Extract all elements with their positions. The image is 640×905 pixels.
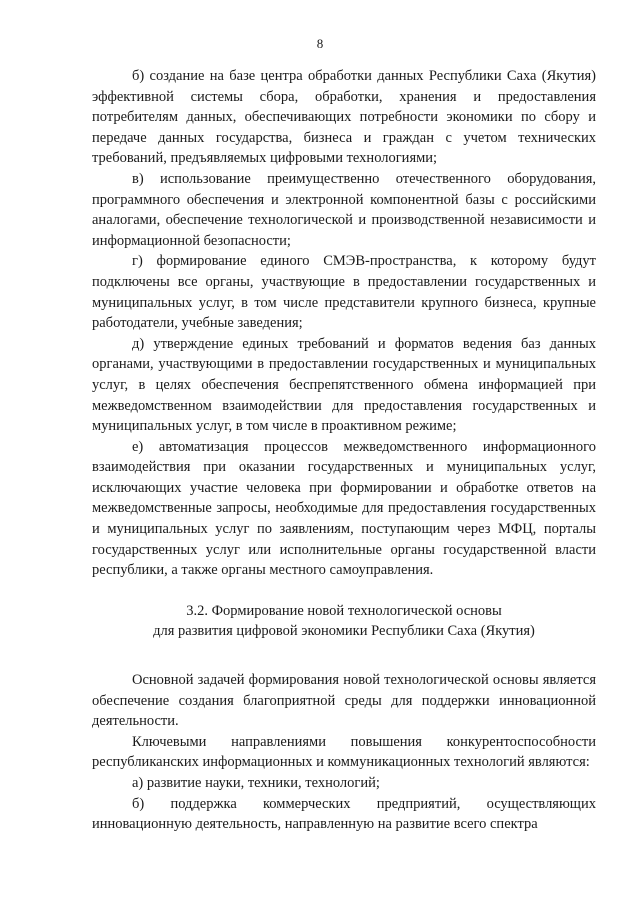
- paragraph-item-g: г) формирование единого СМЭВ-пространства, к которому будут подключены все органы, участвующие в предоставлении государственных и муниципальных услуг, в том числе представители крупного бизнеса, крупные работодатели, учебные заведения;: [92, 253, 596, 332]
- paragraph-item-b: б) создание на базе центра обработки данных Республики Саха (Якутия) эффективной системы сбора, обработки, хранения и предоставления потребителям данных, обеспечивающих потребности экономики по сбору и передаче данных государства, бизнеса и граждан с учетом технических требований, предъявляемых цифровыми технологиями;: [92, 68, 596, 167]
- paragraph-item-e: е) автоматизация процессов межведомственного информационного взаимодействия при оказании государственных и муниципальных услуг, исключающих участие человека при формировании и обработке ответов на межведомственные запросы, необходимые для предоставления государственных и муниципальных услуг по заявлениям, поступающим через МФЦ, порталы государственных услуг или исполнительные органы государственной власти республики, а также органы местного самоуправления.: [92, 438, 596, 579]
- section-heading: [92, 601, 596, 642]
- paragraph-item-b-support: б) поддержка коммерческих предприятий, осуществляющих инновационную деятельность, направленную на развитие всего спектра: [92, 795, 596, 833]
- page-body: [92, 66, 596, 835]
- paragraph-item-v: в) использование преимущественно отечественного оборудования, программного обеспечения и электронной компонентной базы с российскими аналогами, обеспечение технологической и производственной независимости и информационной безопасности;: [92, 170, 596, 249]
- paragraph-item-a: а) развитие науки, техники, технологий;: [132, 775, 380, 791]
- page-number: 8: [316, 36, 324, 51]
- paragraph-item-d: д) утверждение единых требований и форматов ведения баз данных органами, участвующими в предоставлении государственных и муниципальных услуг, в целях обеспечения беспрепятственного обмена информацией при межведомственном взаимодействии для предоставления государственных и муниципальных услуг, в том числе в проактивном режиме;: [92, 335, 596, 435]
- paragraph-main-task: Основной задачей формирования новой технологической основы является обеспечение создания благоприятной среды для поддержки инновационной деятельности.: [92, 672, 596, 730]
- paragraph-key-directions: Ключевыми направлениями повышения конкурентоспособности республиканских информационных и коммуникационных технологий являются:: [92, 733, 596, 771]
- section-heading-line-2: для развития цифровой экономики Республики Саха (Якутия): [153, 623, 535, 640]
- section-heading-line-1: 3.2. Формирование новой технологической основы: [186, 602, 502, 619]
